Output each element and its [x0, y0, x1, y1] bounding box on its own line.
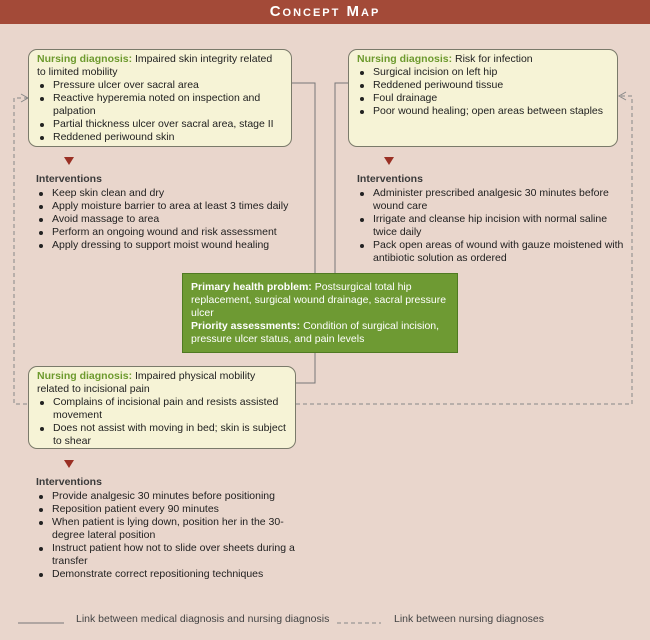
diagnosis-findings-list	[357, 66, 609, 118]
primary-health-problem-box	[182, 273, 458, 353]
list-item: Administer prescribed analgesic 30 minutes before wound care	[357, 187, 627, 213]
list-item: Provide analgesic 30 minutes before positioning	[36, 490, 301, 503]
list-item: Surgical incision on left hip	[357, 66, 609, 79]
interventions-infection	[357, 173, 627, 265]
legend-dashed-label: Link between nursing diagnoses	[394, 613, 545, 625]
interventions-title: Interventions	[357, 173, 423, 185]
primary-health-problem-text: Postsurgical total hip replacement, surgical wound drainage, sacral pressure ulcer	[191, 281, 447, 319]
list-item: Demonstrate correct repositioning techniques	[36, 568, 301, 581]
nursing-diagnosis-skin-box	[28, 49, 292, 147]
diagnosis-label: Nursing diagnosis:	[37, 53, 133, 65]
diagnosis-label: Nursing diagnosis:	[37, 370, 133, 382]
arrow-down-icon	[64, 460, 74, 468]
list-item: Complains of incisional pain and resists assisted movement	[37, 396, 287, 422]
list-item: Partial thickness ulcer over sacral area, stage II	[37, 118, 283, 131]
list-item: Apply moisture barrier to area at least 3 times daily	[36, 200, 311, 213]
list-item: Reposition patient every 90 minutes	[36, 503, 301, 516]
list-item: Instruct patient how not to slide over sheets during a transfer	[36, 542, 301, 568]
list-item: When patient is lying down, position her in the 30-degree lateral position	[36, 516, 301, 542]
arrow-down-icon	[64, 157, 74, 165]
diagnosis-findings-list	[37, 396, 287, 448]
list-item: Foul drainage	[357, 92, 609, 105]
diagnosis-text: Risk for infection	[455, 53, 533, 65]
list-item: Reddened periwound tissue	[357, 79, 609, 92]
list-item: Poor wound healing; open areas between staples	[357, 105, 609, 118]
diagnosis-text: Impaired physical mobility related to incisional pain	[37, 370, 256, 395]
list-item: Apply dressing to support moist wound healing	[36, 239, 311, 252]
interventions-mobility	[36, 476, 301, 581]
primary-health-problem-label: Primary health problem:	[191, 281, 312, 293]
legend-solid-label: Link between medical diagnosis and nursing diagnosis	[76, 613, 330, 625]
dashed-link-left	[14, 98, 28, 404]
nursing-diagnosis-mobility-box	[28, 366, 296, 449]
list-item: Keep skin clean and dry	[36, 187, 311, 200]
nursing-diagnosis-infection-box	[348, 49, 618, 147]
solid-link-dx3	[296, 353, 315, 383]
diagnosis-label: Nursing diagnosis:	[357, 53, 453, 65]
list-item: Does not assist with moving in bed; skin is subject to shear	[37, 422, 287, 448]
list-item: Pressure ulcer over sacral area	[37, 79, 283, 92]
list-item: Irrigate and cleanse hip incision with normal saline twice daily	[357, 213, 627, 239]
list-item: Pack open areas of wound with gauze moistened with antibiotic solution as ordered	[357, 239, 627, 265]
interventions-skin	[36, 173, 311, 252]
list-item: Reactive hyperemia noted on inspection and palpation	[37, 92, 283, 118]
diagnosis-findings-list	[37, 79, 283, 144]
priority-assessments-label: Priority assessments:	[191, 320, 301, 332]
priority-assessments-text: Condition of surgical incision, pressure ulcer status, and pain levels	[191, 320, 440, 345]
solid-link-dx2	[335, 83, 348, 273]
list-item: Avoid massage to area	[36, 213, 311, 226]
list-item: Reddened periwound skin	[37, 131, 283, 144]
interventions-title: Interventions	[36, 476, 102, 488]
arrow-down-icon	[384, 157, 394, 165]
interventions-title: Interventions	[36, 173, 102, 185]
list-item: Perform an ongoing wound and risk assessment	[36, 226, 311, 239]
diagnosis-text: Impaired skin integrity related to limited mobility	[37, 53, 273, 78]
page-title: Concept Map	[269, 3, 381, 20]
